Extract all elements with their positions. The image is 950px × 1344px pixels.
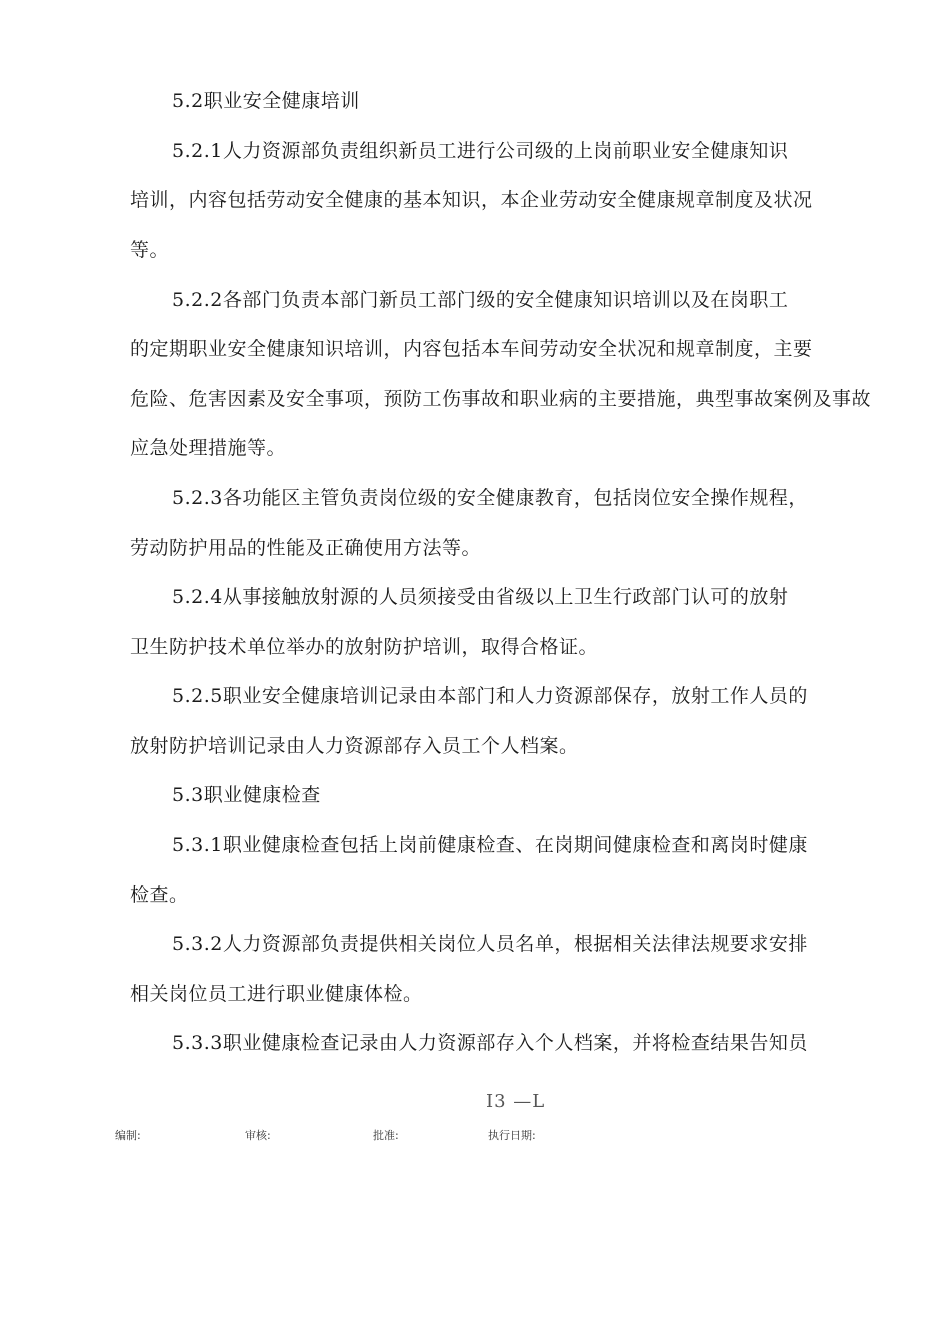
footer-approved-by: 批准: xyxy=(373,1129,399,1142)
paragraph-line: 5.3.2人力资源部负责提供相关岗位人员名单，根据相关法律法规要求安排 xyxy=(172,933,808,955)
paragraph-line: 危险、危害因素及安全事项，预防工伤事故和职业病的主要措施，典型事故案例及事故 xyxy=(130,388,872,410)
paragraph-line: 5.2.1人力资源部负责组织新员工进行公司级的上岗前职业安全健康知识 xyxy=(172,140,789,162)
section-heading-5-3: 5.3职业健康检查 xyxy=(172,784,321,806)
paragraph-line: 5.2.2各部门负责本部门新员工部门级的安全健康知识培训以及在岗职工 xyxy=(172,289,789,311)
paragraph-line: 相关岗位员工进行职业健康体检。 xyxy=(130,983,423,1005)
footer-effective-date: 执行日期: xyxy=(488,1129,536,1142)
paragraph-line: 劳动防护用品的性能及正确使用方法等。 xyxy=(130,537,482,559)
paragraph-line: 的定期职业安全健康知识培训，内容包括本车间劳动安全状况和规章制度，主要 xyxy=(130,338,813,360)
paragraph-line: 检查。 xyxy=(130,884,189,906)
paragraph-line: 5.2.5职业安全健康培训记录由本部门和人力资源部保存，放射工作人员的 xyxy=(172,685,808,707)
footer-compiled-by: 编制: xyxy=(115,1129,141,1142)
paragraph-line: 5.2.4从事接触放射源的人员须接受由省级以上卫生行政部门认可的放射 xyxy=(172,586,789,608)
paragraph-line: 放射防护培训记录由人力资源部存入员工个人档案。 xyxy=(130,735,579,757)
section-heading-5-2: 5.2职业安全健康培训 xyxy=(172,90,360,112)
paragraph-line: 5.3.3职业健康检查记录由人力资源部存入个人档案，并将检查结果告知员 xyxy=(172,1032,808,1054)
paragraph-line: 应急处理措施等。 xyxy=(130,437,287,459)
paragraph-line: 培训，内容包括劳动安全健康的基本知识，本企业劳动安全健康规章制度及状况 xyxy=(130,189,813,211)
paragraph-line: 卫生防护技术单位举办的放射防护培训，取得合格证。 xyxy=(130,636,599,658)
page-number: I3 —L xyxy=(486,1091,546,1112)
paragraph-line: 等。 xyxy=(130,239,170,261)
paragraph-line: 5.3.1职业健康检查包括上岗前健康检查、在岗期间健康检查和离岗时健康 xyxy=(172,834,808,856)
paragraph-line: 5.2.3各功能区主管负责岗位级的安全健康教育，包括岗位安全操作规程， xyxy=(172,487,808,509)
footer-reviewed-by: 审核: xyxy=(245,1129,271,1142)
